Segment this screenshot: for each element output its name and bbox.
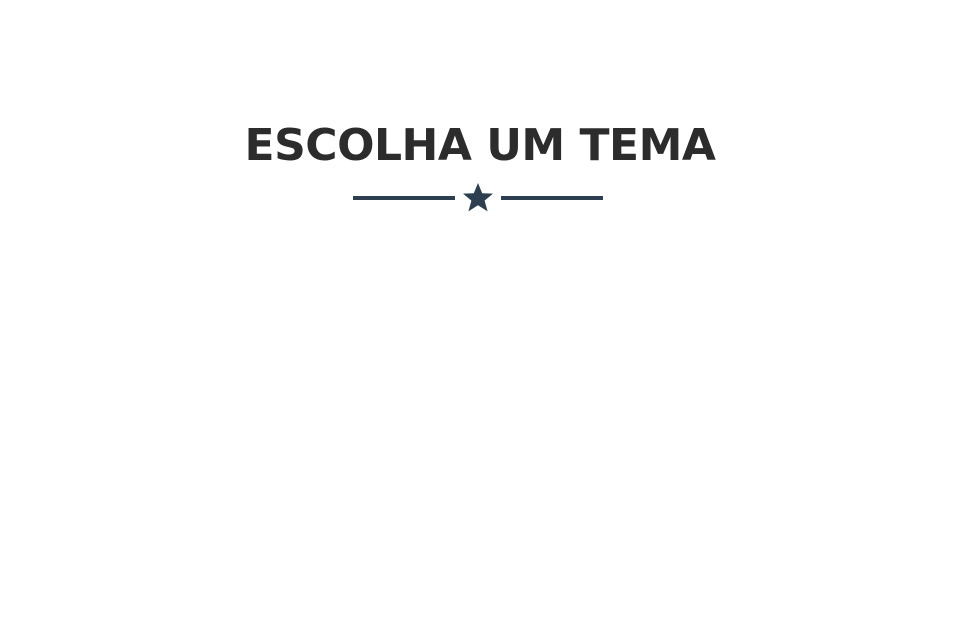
title-divider xyxy=(353,182,603,214)
star-shape xyxy=(463,183,493,211)
section-title: ESCOLHA UM TEMA xyxy=(244,120,716,171)
divider-line-left xyxy=(353,196,455,200)
section-header xyxy=(0,118,960,174)
star-icon xyxy=(462,182,494,214)
divider-line-right xyxy=(501,196,603,200)
